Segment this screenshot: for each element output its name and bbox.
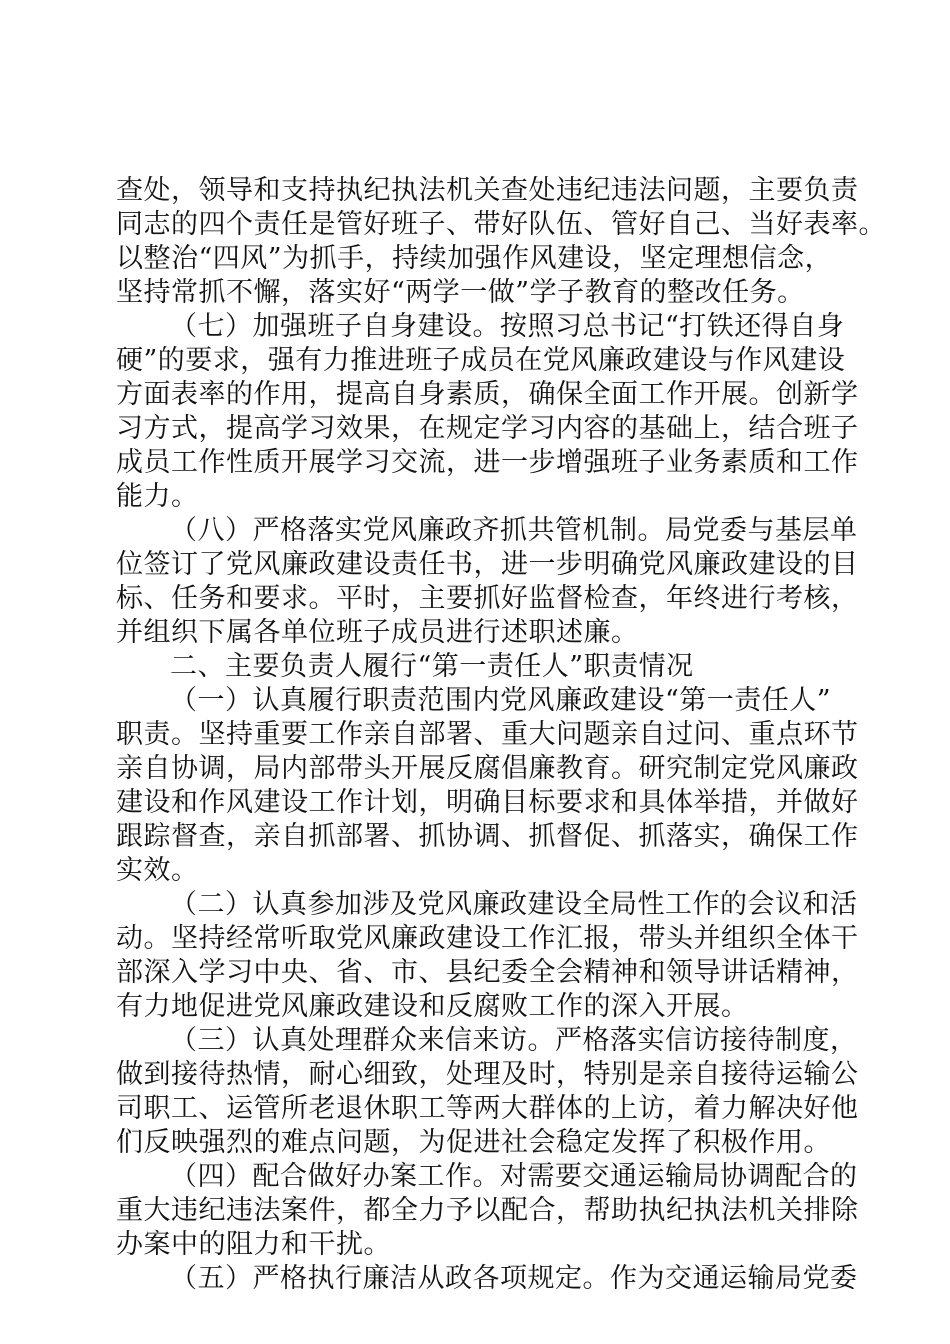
paragraph-start-line: （八）严格落实党风廉政齐抓共管机制。局党委与基层单 — [170, 515, 858, 546]
paragraph-start-line: （三）认真处理群众来信来访。严格落实信访接待制度， — [170, 1025, 858, 1056]
text-line: 部深入学习中央、省、市、县纪委全会精神和领导讲话精神， — [116, 957, 859, 988]
text-line: 以整治“四风”为抓手，持续加强作风建设，坚定理想信念， — [116, 243, 833, 274]
text-line: 司职工、运管所老退休职工等两大群体的上访，着力解决好他 — [116, 1093, 859, 1124]
text-line: 坚持常抓不懈，落实好“两学一做”学子教育的整改任务。 — [116, 277, 805, 308]
text-line: 动。坚持经常听取党风廉政建设工作汇报，带头并组织全体干 — [116, 923, 859, 954]
text-line: 有力地促进党风廉政建设和反腐败工作的深入开展。 — [116, 991, 749, 1022]
text-line: 们反映强烈的难点问题，为促进社会稳定发挥了积极作用。 — [116, 1127, 831, 1158]
text-line: 重大违纪违法案件，都全力予以配合，帮助执纪执法机关排除 — [116, 1195, 859, 1226]
paragraph-start-line: （五）严格执行廉洁从政各项规定。作为交通运输局党委 — [170, 1263, 858, 1294]
text-line: 位签订了党风廉政建设责任书，进一步明确党风廉政建设的目 — [116, 549, 859, 580]
text-line: 方面表率的作用，提高自身素质，确保全面工作开展。创新学 — [116, 379, 859, 410]
section-heading: 二、主要负责人履行“第一责任人”职责情况 — [170, 651, 694, 682]
text-line: 并组织下属各单位班子成员进行述职述廉。 — [116, 617, 639, 648]
text-line: 办案中的阻力和干扰。 — [116, 1229, 391, 1260]
text-line: 亲自协调，局内部带头开展反腐倡廉教育。研究制定党风廉政 — [116, 753, 859, 784]
text-line: 同志的四个责任是管好班子、带好队伍、管好自己、当好表率。 — [116, 209, 886, 240]
text-line: 成员工作性质开展学习交流，进一步增强班子业务素质和工作 — [116, 447, 859, 478]
text-line: 能力。 — [116, 481, 199, 512]
text-line: 硬”的要求，强有力推进班子成员在党风廉政建设与作风建设 — [116, 345, 846, 376]
paragraph-start-line: （一）认真履行职责范围内党风廉政建设“第一责任人” — [170, 685, 832, 716]
text-line: 职责。坚持重要工作亲自部署、重大问题亲自过问、重点环节 — [116, 719, 859, 750]
text-line: 跟踪督查，亲自抓部署、抓协调、抓督促、抓落实，确保工作 — [116, 821, 859, 852]
paragraph-start-line: （七）加强班子自身建设。按照习总书记“打铁还得自身 — [170, 311, 845, 342]
text-line: 标、任务和要求。平时，主要抓好监督检查，年终进行考核， — [116, 583, 859, 614]
text-line: 实效。 — [116, 855, 199, 886]
text-line: 查处，领导和支持执纪执法机关查处违纪违法问题，主要负责 — [116, 175, 859, 206]
text-line: 做到接待热情，耐心细致，处理及时，特别是亲自接待运输公 — [116, 1059, 859, 1090]
text-line: 建设和作风建设工作计划，明确目标要求和具体举措，并做好 — [116, 787, 859, 818]
text-line: 习方式，提高学习效果，在规定学习内容的基础上，结合班子 — [116, 413, 859, 444]
paragraph-start-line: （四）配合做好办案工作。对需要交通运输局协调配合的 — [170, 1161, 858, 1192]
paragraph-start-line: （二）认真参加涉及党风廉政建设全局性工作的会议和活 — [170, 889, 858, 920]
